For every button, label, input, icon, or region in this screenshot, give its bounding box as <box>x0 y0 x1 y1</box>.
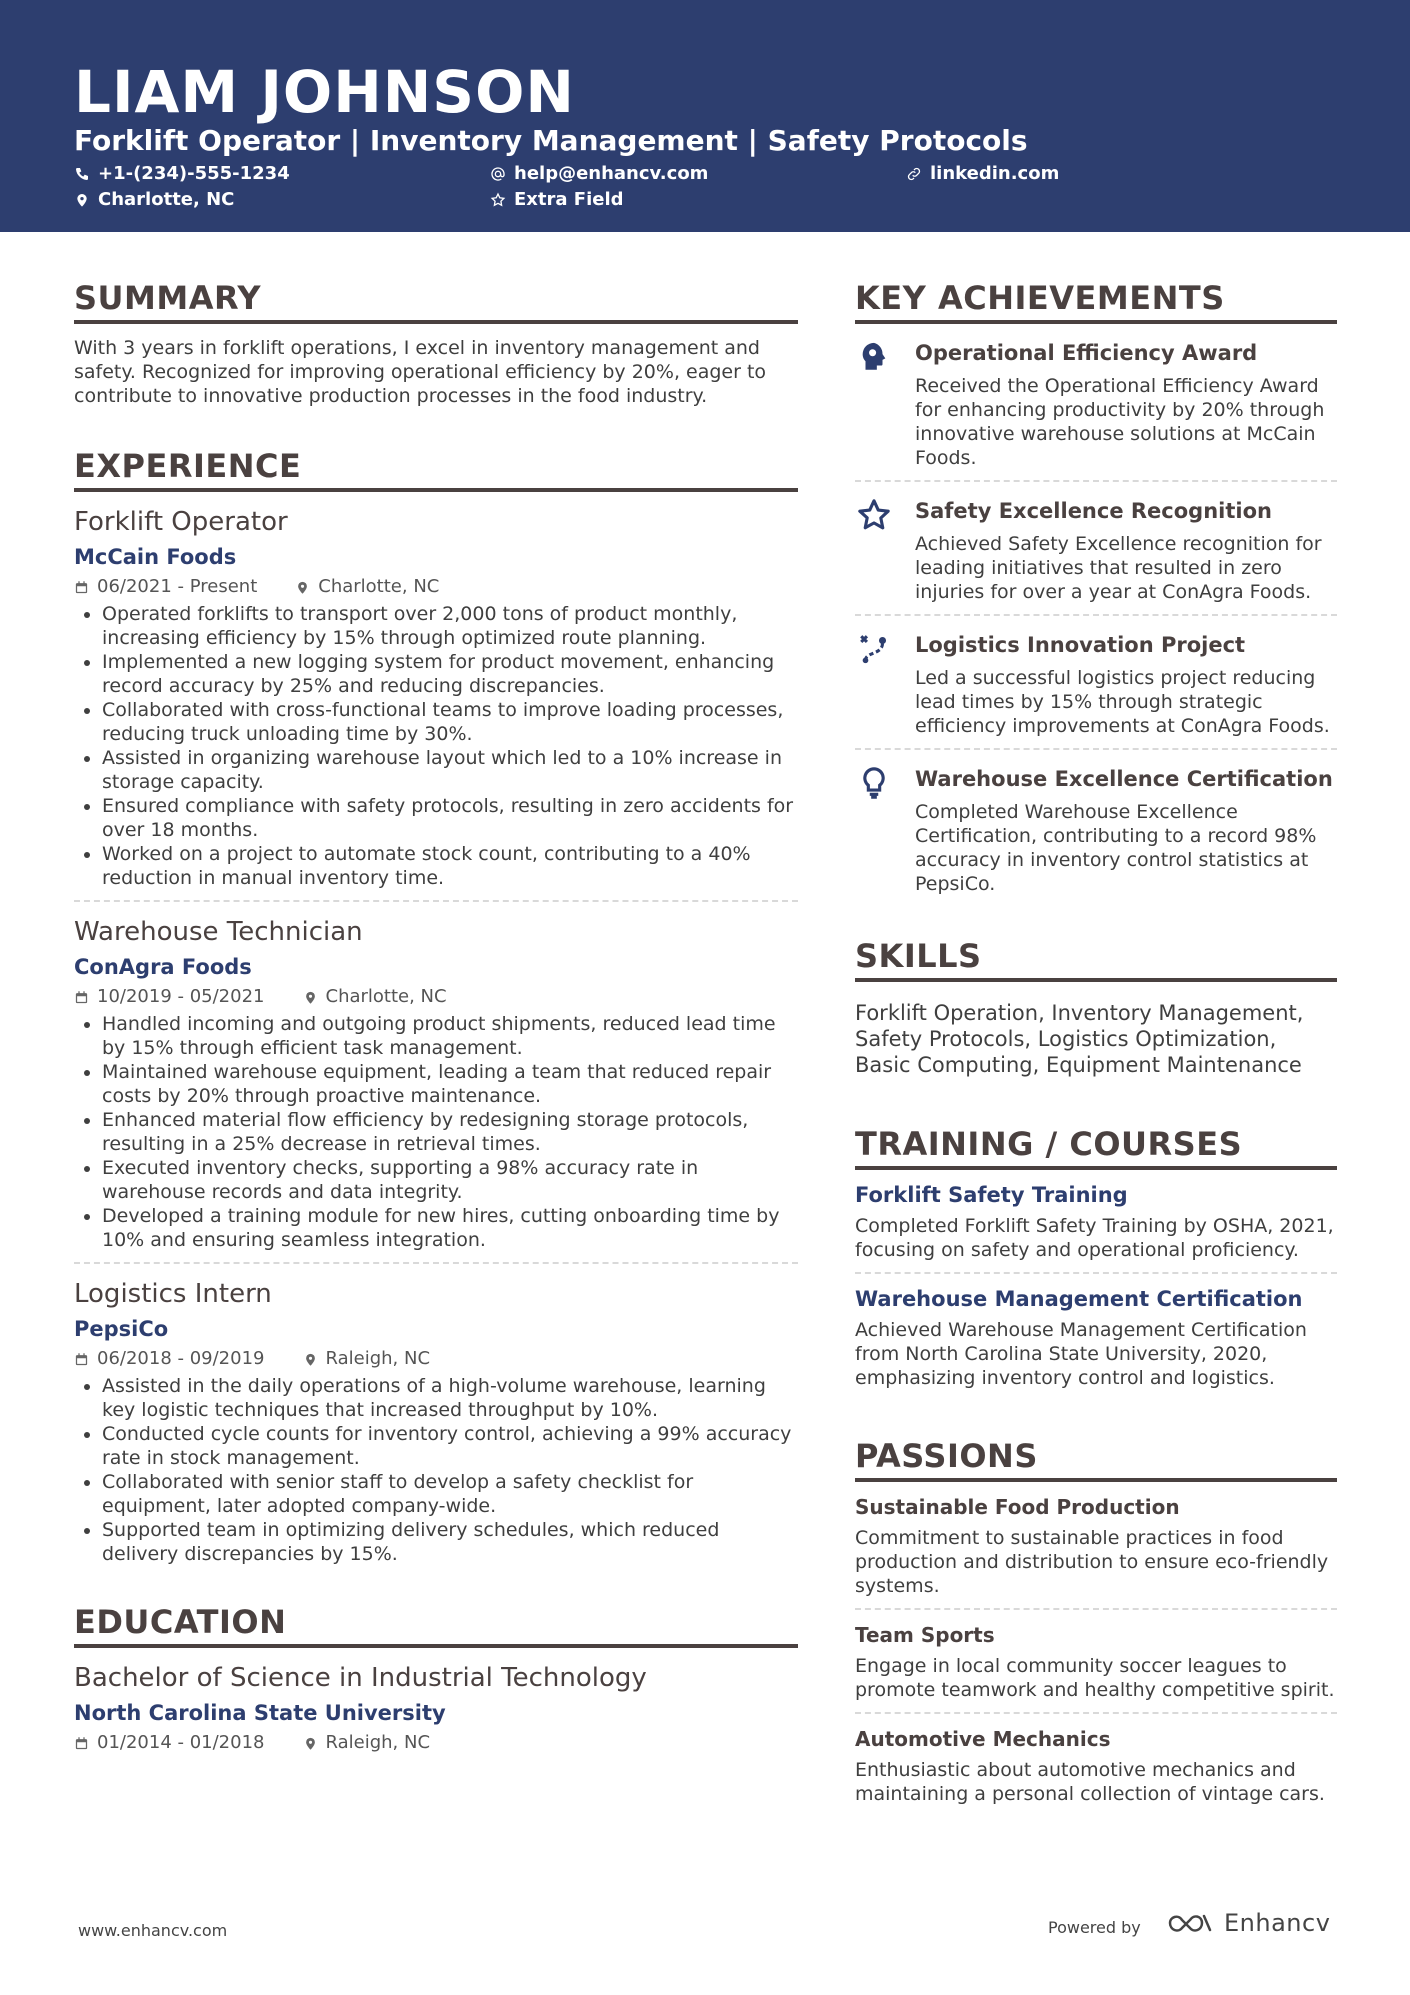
education-section <box>74 1602 798 1754</box>
achievement-item <box>855 480 1337 614</box>
resume-header <box>0 0 1410 232</box>
footer-brand: Enhancv <box>1224 1909 1331 1937</box>
passion-desc: Engage in local community soccer leagues to promote teamwork and healthy competitive spirit. <box>855 1655 1335 1701</box>
achievements-section <box>855 278 1337 906</box>
course-title: Warehouse Management Certification <box>855 1287 1303 1311</box>
bullet-item: • Collaborated with senior staff to develop a safety checklist for equipment, later adopted company-wide. <box>102 1470 798 1518</box>
achievement-item <box>855 748 1337 906</box>
passion-item <box>855 1608 1337 1712</box>
skills-section <box>855 936 1337 1078</box>
job-dates: 06/2018 - 09/2019 <box>97 1348 265 1369</box>
passion-desc: Commitment to sustainable practices in food production and distribution to ensure eco-friendly systems. <box>855 1527 1329 1597</box>
job-bullets <box>74 602 798 890</box>
job-meta <box>74 986 798 1008</box>
achievement-desc: Completed Warehouse Excellence Certification, contributing to a record 98% accuracy in inventory control statistics at PepsiCo. <box>915 801 1317 895</box>
achievements-title: KEY ACHIEVEMENTS <box>855 278 1337 324</box>
bullet-item: • Assisted in organizing warehouse layout which led to a 10% increase in storage capacity. <box>102 746 798 794</box>
location-pin-icon <box>303 1736 318 1751</box>
training-section <box>855 1124 1337 1400</box>
achievement-item <box>855 614 1337 748</box>
education-meta <box>74 1732 798 1754</box>
enhancv-logo[interactable] <box>1166 1908 1330 1938</box>
achievement-desc: Received the Operational Efficiency Award for enhancing productivity by 20% through innovative warehouse solutions at McCain Foods. <box>915 375 1325 469</box>
course-title: Forklift Safety Training <box>855 1183 1128 1207</box>
entry-divider <box>74 1262 798 1264</box>
job-bullets <box>74 1374 798 1566</box>
achievement-item <box>855 324 1337 480</box>
bullet-item: • Worked on a project to automate stock count, contributing to a 40% reduction in manual inventory time. <box>102 842 798 890</box>
course-desc: Completed Forklift Safety Training by OSHA, 2021, focusing on safety and operational proficiency. <box>855 1215 1334 1261</box>
entry-divider <box>74 900 798 902</box>
summary-section <box>74 278 798 408</box>
achievement-desc: Led a successful logistics project reducing lead times by 15% through strategic efficiency improvements at ConAgra Foods. <box>915 667 1330 737</box>
experience-section <box>74 446 798 1566</box>
bullet-item: • Operated forklifts to transport over 2,000 tons of product monthly, increasing efficiency by 15% through optimized route planning. <box>102 602 798 650</box>
location-text: Charlotte, NC <box>98 189 235 210</box>
education-location: Raleigh, NC <box>325 1732 431 1753</box>
passion-desc: Enthusiastic about automotive mechanics and maintaining a personal collection of vintage cars. <box>855 1759 1325 1805</box>
head-icon <box>855 340 893 378</box>
location-pin-icon <box>295 580 310 595</box>
phone-text[interactable]: +1-(234)-555-1234 <box>98 163 290 184</box>
right-column <box>855 278 1337 1816</box>
lightbulb-icon <box>855 766 893 804</box>
job-company: ConAgra Foods <box>74 955 252 979</box>
achievement-title: Operational Efficiency Award <box>915 341 1258 365</box>
summary-text: With 3 years in forklift operations, I excel in inventory management and safety. Recognized for improving operational efficiency by 20%, eager to contribute to innovative production processes in the food industry. <box>74 337 767 407</box>
passions-title: PASSIONS <box>855 1436 1337 1482</box>
course-item <box>855 1170 1337 1272</box>
job-meta <box>74 576 798 598</box>
passion-title: Automotive Mechanics <box>855 1727 1111 1751</box>
calendar-icon <box>74 990 89 1005</box>
summary-title: SUMMARY <box>74 278 798 324</box>
contact-email <box>490 163 708 185</box>
skills-title: SKILLS <box>855 936 1337 982</box>
job-location: Charlotte, NC <box>318 576 440 597</box>
job-location: Raleigh, NC <box>325 1348 431 1369</box>
bullet-item: • Enhanced material flow efficiency by redesigning storage protocols, resulting in a 25% decrease in retrieval times. <box>102 1108 798 1156</box>
star-icon <box>855 498 893 536</box>
experience-title: EXPERIENCE <box>74 446 798 492</box>
route-icon <box>855 632 893 670</box>
education-dates: 01/2014 - 01/2018 <box>97 1732 265 1753</box>
calendar-icon <box>74 1736 89 1751</box>
job-meta <box>74 1348 798 1370</box>
achievement-title: Safety Excellence Recognition <box>915 499 1272 523</box>
phone-icon <box>74 166 90 182</box>
passions-section <box>855 1436 1337 1816</box>
bullet-item: • Maintained warehouse equipment, leading a team that reduced repair costs by 20% through proactive maintenance. <box>102 1060 798 1108</box>
job-company: McCain Foods <box>74 545 237 569</box>
enhancv-logo-icon <box>1166 1908 1214 1938</box>
passion-item <box>855 1482 1337 1608</box>
job-company: PepsiCo <box>74 1317 169 1341</box>
achievement-desc: Achieved Safety Excellence recognition for leading initiatives that resulted in zero injuries for over a year at ConAgra Foods. <box>915 533 1322 603</box>
bullet-item: • Developed a training module for new hires, cutting onboarding time by 10% and ensuring seamless integration. <box>102 1204 798 1252</box>
bullet-item: • Collaborated with cross-functional teams to improve loading processes, reducing truck unloading time by 30%. <box>102 698 798 746</box>
bullet-item: • Assisted in the daily operations of a high-volume warehouse, learning key logistic techniques that increased throughput by 10%. <box>102 1374 798 1422</box>
extra-field-text: Extra Field <box>514 189 624 210</box>
job-role: Logistics Intern <box>74 1279 272 1309</box>
contact-extra <box>490 189 624 211</box>
star-outline-icon <box>490 192 506 208</box>
candidate-name: LIAM JOHNSON <box>74 58 575 126</box>
calendar-icon <box>74 580 89 595</box>
linkedin-text[interactable]: linkedin.com <box>930 163 1060 184</box>
education-title: EDUCATION <box>74 1602 798 1648</box>
passion-title: Sustainable Food Production <box>855 1495 1180 1519</box>
achievement-title: Warehouse Excellence Certification <box>915 767 1333 791</box>
experience-entry <box>74 506 798 902</box>
left-column <box>74 278 798 1754</box>
experience-entry <box>74 916 798 1264</box>
job-role: Warehouse Technician <box>74 917 363 947</box>
footer-url[interactable]: www.enhancv.com <box>78 1921 228 1940</box>
bullet-item: • Ensured compliance with safety protocols, resulting in zero accidents for over 18 months. <box>102 794 798 842</box>
footer-powered-by: Powered by <box>1048 1918 1141 1937</box>
course-desc: Achieved Warehouse Management Certification from North Carolina State University, 2020, emphasizing inventory control and logistics. <box>855 1319 1307 1389</box>
passion-item <box>855 1712 1337 1816</box>
experience-entry <box>74 1278 798 1566</box>
bullet-item: • Handled incoming and outgoing product shipments, reduced lead time by 15% through efficient task management. <box>102 1012 798 1060</box>
education-school: North Carolina State University <box>74 1701 446 1725</box>
contact-location <box>74 189 234 211</box>
training-title: TRAINING / COURSES <box>855 1124 1337 1170</box>
job-bullets <box>74 1012 798 1252</box>
achievement-title: Logistics Innovation Project <box>915 633 1246 657</box>
job-role: Forklift Operator <box>74 507 288 537</box>
bullet-item: • Conducted cycle counts for inventory control, achieving a 99% accuracy rate in stock management. <box>102 1422 798 1470</box>
calendar-icon <box>74 1352 89 1367</box>
education-degree: Bachelor of Science in Industrial Technology <box>74 1663 647 1693</box>
location-pin-icon <box>303 990 318 1005</box>
contact-phone <box>74 163 290 185</box>
link-icon <box>906 166 922 182</box>
job-dates: 10/2019 - 05/2021 <box>97 986 265 1007</box>
passion-title: Team Sports <box>855 1623 995 1647</box>
contact-linkedin <box>906 163 1059 185</box>
course-item <box>855 1272 1337 1400</box>
skills-text: Forklift Operation, Inventory Management, Safety Protocols, Logistics Optimization, Basic Computing, Equipment Maintenance <box>855 1001 1304 1077</box>
at-icon <box>490 166 506 182</box>
location-pin-icon <box>74 192 90 208</box>
bullet-item: • Supported team in optimizing delivery schedules, which reduced delivery discrepancies by 15%. <box>102 1518 798 1566</box>
bullet-item: • Executed inventory checks, supporting a 98% accuracy rate in warehouse records and data integrity. <box>102 1156 798 1204</box>
candidate-headline: Forklift Operator | Inventory Management | Safety Protocols <box>74 124 1028 157</box>
bullet-item: • Implemented a new logging system for product movement, enhancing record accuracy by 25% and reducing discrepancies. <box>102 650 798 698</box>
email-text[interactable]: help@enhancv.com <box>514 163 709 184</box>
job-dates: 06/2021 - Present <box>97 576 258 597</box>
job-location: Charlotte, NC <box>325 986 447 1007</box>
location-pin-icon <box>303 1352 318 1367</box>
